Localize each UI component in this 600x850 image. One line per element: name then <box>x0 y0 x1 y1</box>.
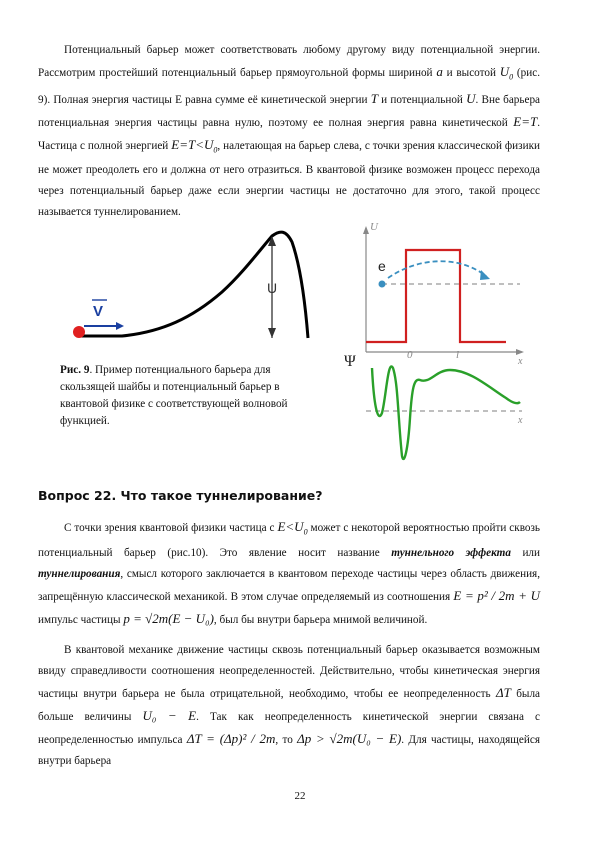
kinetic-symbol: T <box>370 90 378 106</box>
barrier-height-label: U <box>267 280 278 296</box>
barrier-width-label: l <box>456 349 460 361</box>
particle-label: e <box>378 258 386 274</box>
puck-barrier-figure <box>62 220 324 355</box>
momentum-formula: p = √2m(E − U₀) <box>123 610 214 626</box>
energy-eq: E=T <box>513 113 538 129</box>
delta-p-formula: Δp > √2m(U₀ − E) <box>297 731 402 746</box>
x-axis-label-bottom: x <box>518 415 523 426</box>
question-heading: Вопрос 22. Что такое туннелирование? <box>38 488 323 503</box>
x-axis-label-top: x <box>518 356 523 367</box>
delta-t-formula: ΔT = (Δp)² / 2m <box>186 731 276 746</box>
energy-formula: E = p² / 2m + U <box>453 587 540 603</box>
uncertainty-paragraph: В квантовой механике движение частицы сквозь потенциальный барьер оказывается возможным ввиду справедливости соотношения неопределенностей. Действительно, чтобы кинетическая энергия частицы внутри барьера не была отрицательной, необходимо, чтобы ее неопределенность ΔT была больше величины U₀ − E. Так как неопределенность кинетической энергии связана с неопределенностью импульса ΔT = (Δp)² / 2m, то Δp > √2m(U₀ − E). Для частицы, находящейся внутри барьера <box>38 644 541 767</box>
puck-dot <box>73 326 85 338</box>
width-symbol: a <box>436 64 443 79</box>
height-symbol: $U_0$ <box>499 64 514 82</box>
term-tunnel-effect: туннельного эффекта <box>391 546 511 559</box>
energy-ineq: $E=T<U_0$ <box>171 136 218 155</box>
barrier-minus-energy: U₀ − E <box>142 708 197 723</box>
energy-less-barrier: $E<U_0$ <box>277 519 308 537</box>
intro-paragraph: Потенциальный барьер может соответствовать любому другому виду потенциальной энергии. Рассмотрим простейший потенциальный барьер прямоугольной формы шириной a и высотой $U_0$ (рис. 9). Полная энергия частицы E равна сумме её кинетической энергии T и потенциальной U. Вне барьера потенциальная энергия частицы равна нулю, поэтому ее полная энергия равна кинетической E=T. Частица с полной энергией $E=T<U_0$, налетающая на барьер слева, с точки зрения классической физики не может преодолеть его и должна от него отразиться. В квантовой физике возможен процесс перехода через потенциальный барьер даже если энергии частицы не достаточно для этого, такой процесс называется туннелированием. <box>38 44 541 219</box>
origin-label: 0 <box>407 349 413 361</box>
term-tunneling: туннелирования <box>38 567 121 580</box>
page-number: 22 <box>294 790 306 802</box>
potential-symbol: U <box>466 90 476 106</box>
u-axis-label: U <box>370 221 378 233</box>
delta-t-symbol: ΔT <box>495 685 511 700</box>
particle-dot <box>379 281 386 288</box>
psi-label: Ψ <box>344 353 356 370</box>
tunneling-paragraph: С точки зрения квантовой физики частица с $E<U_0$ может с некоторой вероятностью пройти сквозь потенциальный барьер (рис.10). Это явление носит название туннельного эффекта или туннелирования, смысл которого заключается в квантовом переходе частицы через область движения, запрещённую классической механикой. В этом случае определяемый из соотношения E = p² / 2m + U импульс частицы p = √2m(E − U₀), был бы внутри барьера мнимой величиной. <box>38 519 541 626</box>
velocity-label: V <box>93 303 104 320</box>
quantum-barrier-figure <box>340 218 540 468</box>
figure-caption: Рис. 9. Пример потенциального барьера для скользящей шайбы и потенциальный барьер в квантовой физике с соответствующей волновой функцией. <box>60 364 288 427</box>
